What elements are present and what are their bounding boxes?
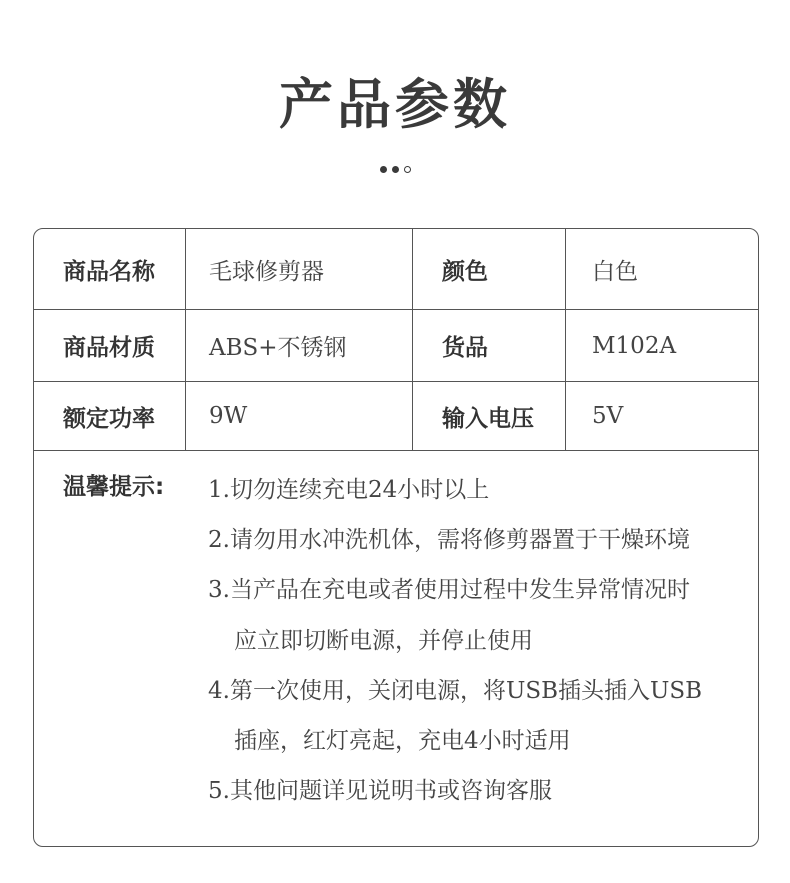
spec-key: 商品名称 <box>34 229 186 309</box>
tip-line: 应立即切断电源，并停止使用 <box>234 627 533 654</box>
spec-value: ABS+不锈钢 <box>186 310 413 381</box>
tip-line: 3.当产品在充电或者使用过程中发生异常情况时 <box>208 577 690 604</box>
spec-row <box>34 310 758 382</box>
spec-key: 货品 <box>413 310 566 381</box>
spec-value: 毛球修剪器 <box>186 229 413 309</box>
spec-value: 白色 <box>592 258 638 285</box>
tips-label: 温馨提示: <box>63 474 165 500</box>
tip-line: 5.其他问题详见说明书或咨询客服 <box>208 778 552 805</box>
dot-icon <box>380 166 387 173</box>
dot-icon <box>404 166 411 173</box>
tip-line: 1.切勿连续充电24小时以上 <box>208 477 490 503</box>
spec-value: 9W <box>186 382 413 450</box>
page-title: 产品参数 <box>279 73 511 136</box>
tip-line: 4.第一次使用，关闭电源，将USB插头插入USB <box>208 677 703 704</box>
dot-icon <box>392 166 399 173</box>
spec-panel <box>33 228 759 847</box>
spec-key: 额定功率 <box>34 382 186 450</box>
spec-key: 商品材质 <box>34 310 186 381</box>
tip-line: 2.请勿用水冲洗机体，需将修剪器置于干燥环境 <box>208 527 690 554</box>
tip-line: 插座，红灯亮起，充电4小时适用 <box>234 728 571 755</box>
spec-value: 5V <box>592 403 624 429</box>
spec-key: 颜色 <box>413 229 566 309</box>
decorative-dots <box>0 166 790 173</box>
spec-value: M102A <box>592 332 677 359</box>
spec-row <box>34 229 758 310</box>
spec-row <box>34 382 758 451</box>
tips-list <box>208 465 748 816</box>
spec-key: 输入电压 <box>413 382 566 450</box>
